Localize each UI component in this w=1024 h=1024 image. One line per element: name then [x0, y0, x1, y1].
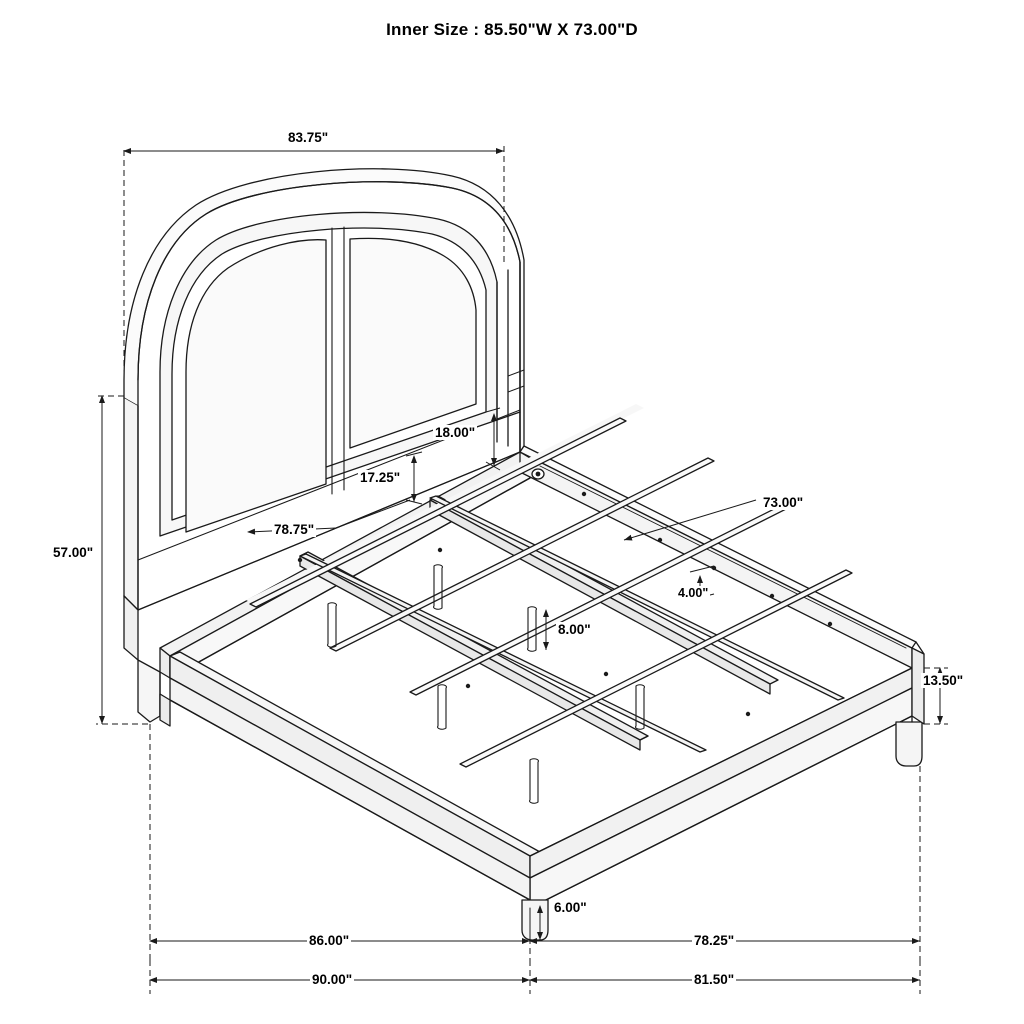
page-title: Inner Size : 85.50"W X 73.00"D [386, 20, 638, 39]
dimension-label-slat-leg-height: 8.00" [558, 622, 591, 637]
dimension-label-foot-leg-height: 6.00" [554, 900, 587, 915]
dimension-label-footboard-height: 13.50" [923, 673, 964, 688]
dimension-label-overall-length: 90.00" [312, 972, 353, 987]
dimension-label-panel-inner-width: 78.75" [274, 522, 315, 537]
dimension-label-headboard-width: 83.75" [288, 130, 329, 145]
dimension-label-footboard-inner-width: 78.25" [694, 933, 735, 948]
dimension-label-overall-width: 81.50" [694, 972, 735, 987]
dimension-label-headboard-height: 57.00" [53, 545, 94, 560]
dimension-label-panel-inner-height: 18.00" [435, 425, 476, 440]
dimension-label-panel-inner-height-2: 17.25" [360, 470, 401, 485]
dimension-label-slat-spacing: 4.00" [678, 586, 709, 600]
dimension-label-mattress-depth: 73.00" [763, 495, 804, 510]
dimension-label-side-rail-inner: 86.00" [309, 933, 350, 948]
